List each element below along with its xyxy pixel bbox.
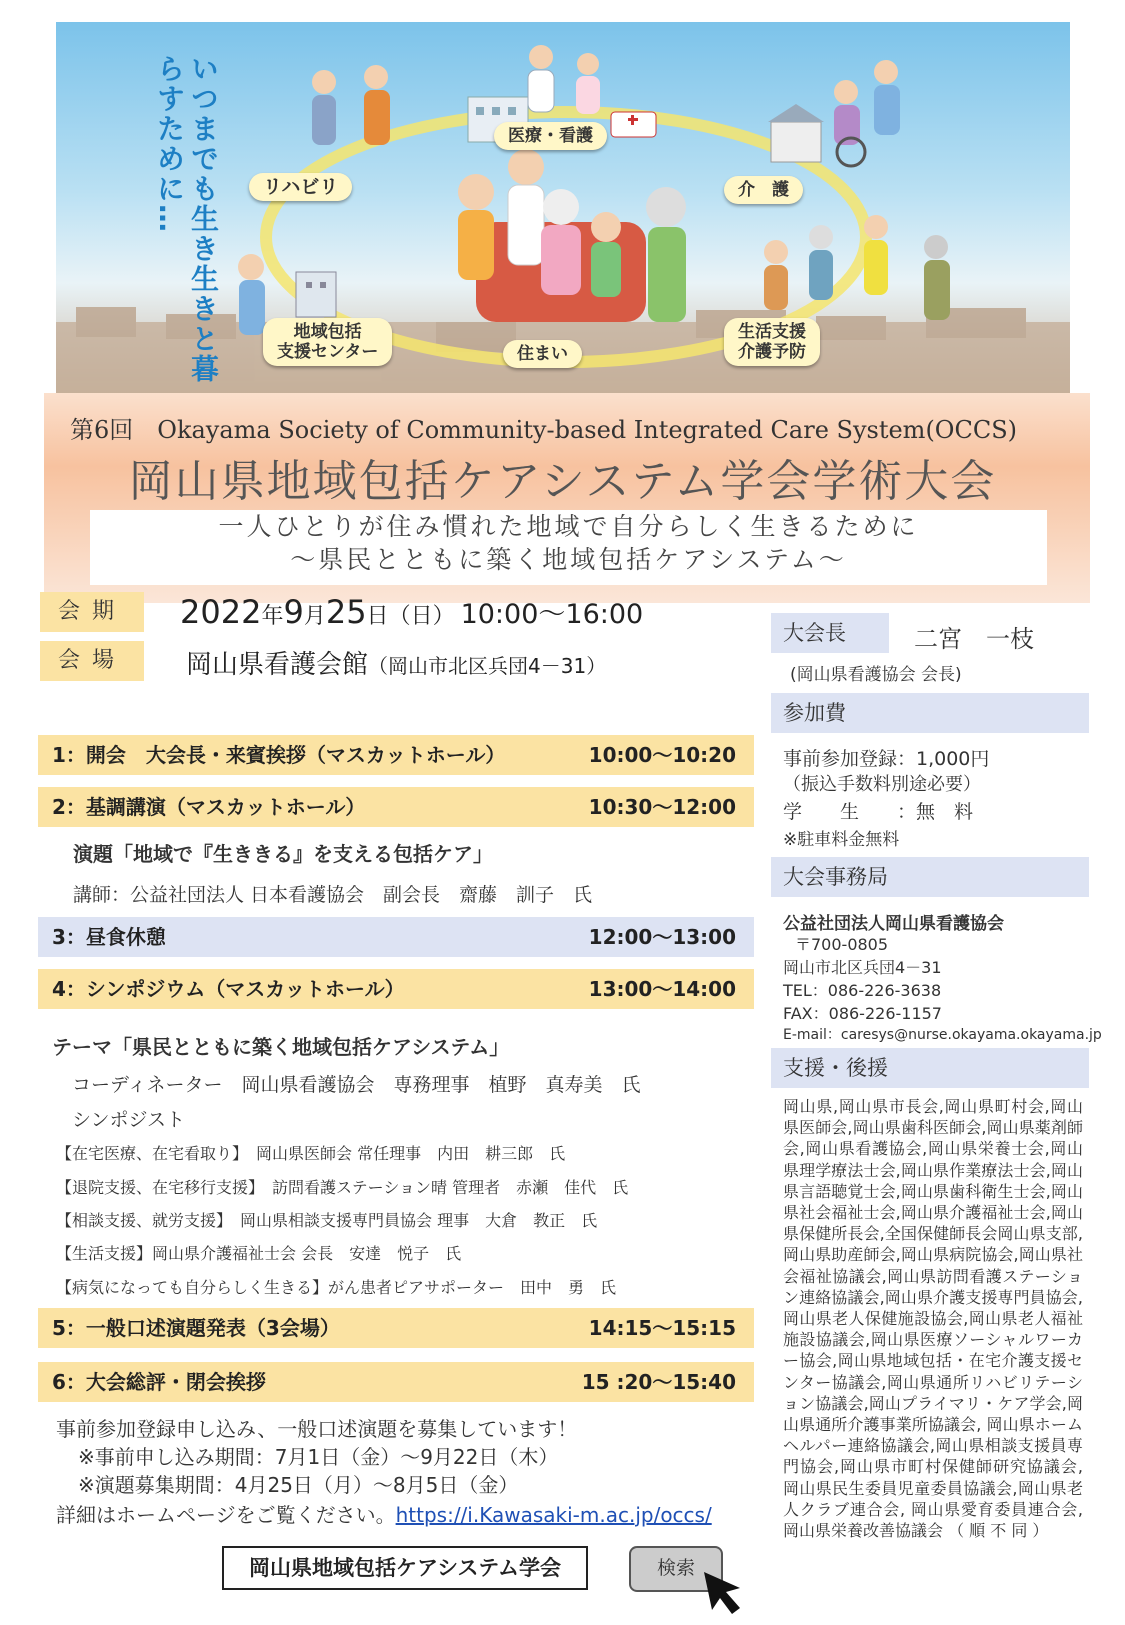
- keynote-theme: 演題「地域で『生ききる』を支える包括ケア」: [73, 842, 493, 866]
- symposist-3: 【相談支援、就労支援】 岡山県相談支援専門員協会 理事 大倉 教正 氏: [56, 1211, 598, 1230]
- program-title: 6：大会総評・閉会挨拶: [52, 1370, 266, 1394]
- rehab-figures: [312, 65, 390, 145]
- support-label: 支援・後援: [771, 1048, 1089, 1088]
- tag-home: 住まい: [503, 340, 582, 368]
- office-address: 岡山市北区兵団4－31: [783, 958, 942, 977]
- date-day: 25: [325, 593, 367, 631]
- ambulance-icon: [611, 112, 656, 137]
- office-email: E-mail：caresys@nurse.okayama.okayama.jp: [783, 1027, 1102, 1043]
- program-title: 2：基調講演（マスカットホール）: [52, 795, 366, 819]
- notice-line-3: ※演題募集期間：4月25日（月）～8月5日（金）: [78, 1473, 519, 1497]
- chair-name: 二宮 一枝: [914, 625, 1034, 653]
- program-item-3: [38, 917, 754, 957]
- program-title: 5：一般口述演題発表（3会場）: [52, 1316, 340, 1340]
- program-time: 10:30～12:00: [588, 795, 736, 819]
- program-time: 14:15～15:15: [588, 1316, 736, 1340]
- wheelchair-figures: [834, 60, 900, 166]
- symposist-1: 【在宅医療、在宅看取り】 岡山県医師会 常任理事 内田 耕三郎 氏: [56, 1144, 566, 1163]
- program-time: 13:00～14:00: [588, 977, 736, 1001]
- event-time: 10:00～16:00: [460, 599, 644, 630]
- nurse-figure: [576, 53, 600, 114]
- sponsor-list: 岡山県,岡山県市長会,岡山県町村会,岡山県医師会,岡山県歯科医師会,岡山県薬剤師会,岡山県看護協会,岡山県栄養士会,岡山県理学療法士会,岡山県作業療法士会,岡山県言語聴覚士会,岡山県歯科衛生士会,岡山県社会福祉士会,岡山県介護福祉士会,岡山県保健所長会,全国保健師長会岡山県支部,岡山県助産師会,岡山県病院協会,岡山県社会福祉協議会,岡山県訪問看護ステーション連絡協議会,岡山県介護支援専門員協会,岡山県老人保健施設協会,岡山県老人福祉施設協議会,岡山県医療ソーシャルワーカー協会,岡山県地域包括・在宅介護支援センター協議会,岡山県通所リハビリテーション協議会,岡山プライマリ・ケア学会,岡山県通所介護事業所協議会, 岡山県ホームヘルパー連絡協議会,岡山県相談支援員専門協会,岡山県市町村保健師研究協議会, 岡山県民生委員児童委員協議会,岡山県老人クラブ連合会, 岡山県愛育委員連合会, 岡山県栄養改善協議会 （ 順 不 同 ）: [783, 1097, 1083, 1541]
- office-zip: 〒700-0805: [795, 935, 889, 954]
- program-item-4: [38, 969, 754, 1009]
- symposium-theme: テーマ「県民とともに築く地域包括ケアシステム」: [52, 1035, 510, 1059]
- subtitle-line-2: ～県民とともに築く地域包括ケアシステム～: [290, 545, 847, 574]
- doctor-figure: [528, 45, 554, 112]
- date-weekday: （日）: [388, 604, 455, 629]
- tag-support: 生活支援 介護予防: [724, 318, 820, 366]
- fee-note: （振込手数料別途必要）: [783, 774, 981, 795]
- hero-tagline: いつまでも生き生きと暮らすために…: [153, 54, 220, 384]
- program-item-6: [38, 1362, 754, 1402]
- program-title: 4：シンポジウム（マスカットホール）: [52, 977, 405, 1001]
- venue-name: 岡山県看護会館: [186, 650, 369, 680]
- tag-care: 介 護: [724, 176, 803, 204]
- date-year: 2022: [180, 593, 262, 631]
- hero-illustration: [56, 22, 1070, 395]
- fee-parking: ※駐車料金無料: [783, 830, 900, 850]
- tag-rehab: リハビリ: [249, 173, 352, 201]
- fee-advance: 事前参加登録：1,000円: [783, 748, 990, 770]
- date-year-unit: 年: [261, 604, 284, 629]
- office-tel: TEL：086-226-3638: [783, 981, 942, 1000]
- program-item-2: [38, 787, 754, 827]
- program-title: 3：昼食休憩: [52, 925, 166, 949]
- program-time: 10:00～10:20: [588, 743, 736, 767]
- symposist-5: 【病気になっても自分らしく生きる】がん患者ピアサポーター 田中 勇 氏: [56, 1278, 617, 1297]
- symposium-coordinator: コーディネーター 岡山県看護協会 専務理事 植野 真寿美 氏: [72, 1074, 641, 1096]
- symposist-2: 【退院支援、在宅移行支援】 訪問看護ステーション晴 管理者 赤瀬 佳代 氏: [56, 1178, 629, 1197]
- homepage-link[interactable]: https://i.Kawasaki-m.ac.jp/occs/: [395, 1503, 712, 1527]
- venue: [186, 644, 606, 681]
- title-japanese: 岡山県地域包括ケアシステム学会学術大会: [128, 456, 997, 507]
- notice-line-4: [56, 1499, 712, 1528]
- program-item-1: [38, 735, 754, 775]
- venue-address: （岡山市北区兵団4－31）: [368, 654, 607, 678]
- subtitle-line-1: 一人ひとりが住み慣れた地域で自分らしく生きるために: [218, 512, 919, 541]
- program-time: 12:00～13:00: [588, 925, 736, 949]
- period-label: 会期: [40, 592, 144, 632]
- center-building-icon: [296, 272, 336, 317]
- program-time: 15 :20～15:40: [581, 1370, 736, 1394]
- fee-student: 学 生 ：無 料: [783, 801, 974, 823]
- symposist-label: シンポジスト: [72, 1109, 185, 1131]
- notice-line-2: ※事前申し込み期間：7月1日（金）～9月22日（木）: [78, 1445, 559, 1469]
- date-day-unit: 日: [366, 604, 389, 629]
- office-fax: FAX：086-226-1157: [783, 1004, 942, 1023]
- program-title: 1：開会 大会長・来賓挨拶（マスカットホール）: [52, 743, 506, 767]
- title-english: 第6回 Okayama Society of Community-based Integrated Care System(OCCS): [70, 416, 1018, 444]
- subtitle-box: [90, 510, 1047, 585]
- search-keyword-box: 岡山県地域包括ケアシステム学会: [222, 1546, 588, 1590]
- office-label: 大会事務局: [771, 857, 1089, 897]
- search-button[interactable]: 検索: [629, 1546, 723, 1592]
- venue-label: 会場: [40, 641, 144, 681]
- family-group: [458, 149, 686, 322]
- date-month-unit: 月: [303, 604, 326, 629]
- symposist-4: 【生活支援】岡山県介護福祉士会 会長 安達 悦子 氏: [56, 1244, 462, 1263]
- notice-text: 詳細はホームページをご覧ください。: [56, 1503, 396, 1527]
- tag-center: 地域包括 支援センター: [263, 318, 392, 366]
- chair-affiliation: (岡山県看護協会 会長): [790, 665, 962, 685]
- fee-label: 参加費: [771, 693, 1089, 733]
- event-date: [180, 592, 643, 631]
- cursor-arrow-icon: [700, 1568, 748, 1616]
- chair-label: 大会長: [771, 613, 889, 653]
- program-item-5: [38, 1308, 754, 1348]
- care-facility-icon: [768, 104, 824, 162]
- office-name: 公益社団法人岡山県看護協会: [783, 914, 1004, 934]
- tag-medical: 医療・看護: [494, 122, 607, 150]
- date-month: 9: [283, 593, 304, 631]
- keynote-speaker: 講師：公益社団法人 日本看護協会 副会長 齋藤 訓子 氏: [73, 884, 593, 906]
- notice-line-1: 事前参加登録申し込み、一般口述演題を募集しています！: [56, 1417, 578, 1441]
